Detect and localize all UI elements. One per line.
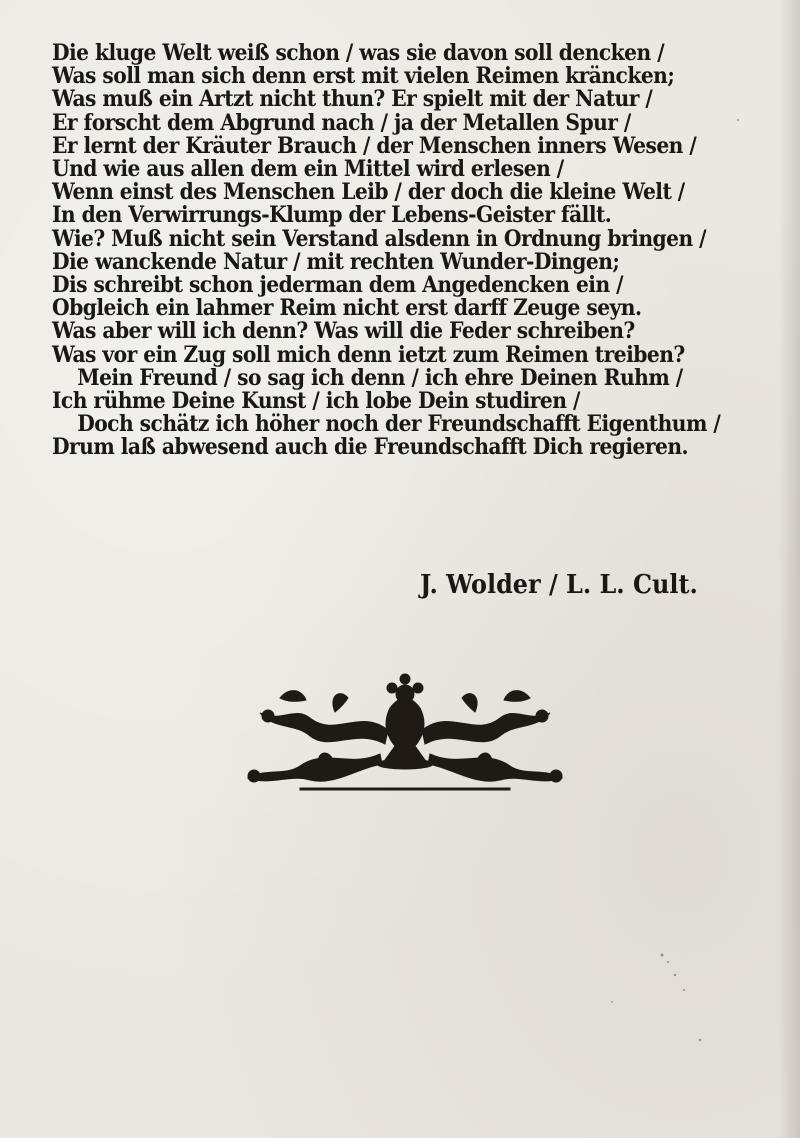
poem-line: Die kluge Welt weiß schon / was sie davon soll dencken / [52,40,665,66]
poem-line: Obgleich ein lahmer Reim nicht erst darff Zeuge seyn. [52,295,642,322]
poem-line: Wie? Muß nicht sein Verstand alsdenn in Ordnung bringen / [52,225,707,252]
page-shadow-edge [778,0,800,1138]
poem-line: Und wie aus allen dem ein Mittel wird erlesen / [52,156,564,183]
poem-line: In den Verwirrungs-Klump der Lebens-Geister fällt. [52,202,612,229]
poem-line: Er forscht dem Abgrund nach / ja der Metallen Spur / [52,109,631,136]
poem-line: Ich rühme Deine Kunst / ich lobe Dein studiren / [52,388,580,415]
poem-line: Mein Freund / so sag ich denn / ich ehre Deinen Ruhm / [77,364,683,391]
poem-line: Was soll man sich denn erst mit vielen Reimen kräncken; [52,63,675,90]
poem-line: Er lernt der Kräuter Brauch / der Menschen inners Wesen / [52,132,697,159]
poem-line: Was vor ein Zug soll mich denn ietzt zum Reimen treiben? [52,341,685,368]
poem-line: Dis schreibt schon jederman dem Angedencken ein / [52,272,624,299]
poem-line: Die wanckende Natur / mit rechten Wunder-Dingen; [52,248,620,275]
poem-line: Drum laß abwesend auch die Freundschafft Dich regieren. [52,434,689,461]
author-signature: J. Wolder / L. L. Cult. [420,570,698,600]
poem-text [52,42,772,460]
poem-line: Was aber will ich denn? Was will die Feder schreiben? [52,318,635,345]
poem-line: Doch schätz ich höher noch der Freundschafft Eigenthum / [77,411,721,438]
poem-line: Was muß ein Artzt nicht thun? Er spielt mit der Natur / [52,86,653,113]
floral-vignette-icon [240,668,570,798]
poem-line: Wenn einst des Menschen Leib / der doch die kleine Welt / [52,179,685,206]
